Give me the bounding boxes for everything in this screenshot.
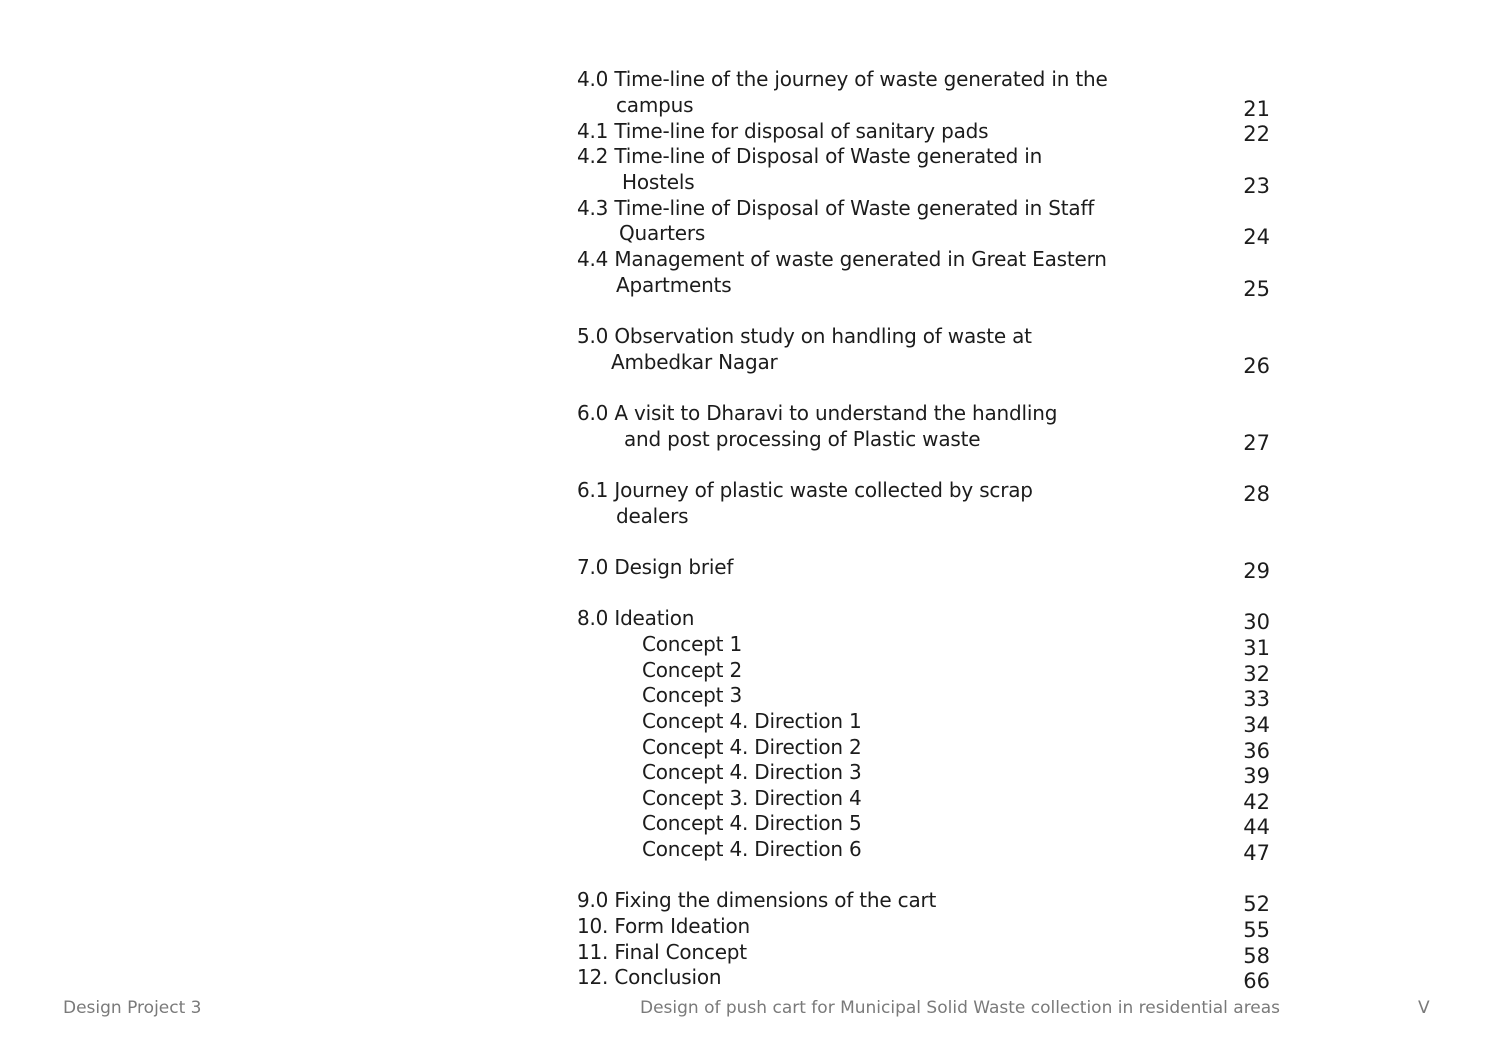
toc-page-number: 58 xyxy=(1243,944,1270,968)
toc-entry-6-0: 6.0 A visit to Dharavi to understand the handling xyxy=(577,401,1058,425)
toc-entry-6-1-cont: dealers xyxy=(616,504,689,528)
toc-entry-5-0: 5.0 Observation study on handling of waste at xyxy=(577,324,1032,348)
toc-page-number: 52 xyxy=(1243,892,1270,916)
toc-page-number: 24 xyxy=(1243,225,1270,249)
toc-page-number: 29 xyxy=(1243,559,1270,583)
toc-page-number: 39 xyxy=(1243,764,1270,788)
toc-page-number: 36 xyxy=(1243,739,1270,763)
toc-page-number: 47 xyxy=(1243,841,1270,865)
toc-page-number: 32 xyxy=(1243,662,1270,686)
toc-entry-8-0: 8.0 Ideation xyxy=(577,606,695,630)
toc-subentry: Concept 3 xyxy=(642,683,742,707)
footer-left: Design Project 3 xyxy=(63,998,202,1018)
toc-page-number: 22 xyxy=(1243,122,1270,146)
toc-entry-5-0-cont: Ambedkar Nagar xyxy=(611,350,778,374)
toc-entry-10: 10. Form Ideation xyxy=(577,914,750,938)
toc-entry-11: 11. Final Concept xyxy=(577,940,747,964)
toc-entry-4-4-cont: Apartments xyxy=(616,273,732,297)
toc-subentry: Concept 4. Direction 1 xyxy=(642,709,862,733)
toc-subentry: Concept 4. Direction 5 xyxy=(642,811,862,835)
toc-entry-4-3-cont: Quarters xyxy=(619,221,706,245)
toc-entry-9-0: 9.0 Fixing the dimensions of the cart xyxy=(577,888,937,912)
toc-page-number: 66 xyxy=(1243,969,1270,993)
toc-page-number: 34 xyxy=(1243,713,1270,737)
toc-page-number: 23 xyxy=(1243,174,1270,198)
toc-subentry: Concept 2 xyxy=(642,658,742,682)
toc-entry-4-2: 4.2 Time-line of Disposal of Waste generated in xyxy=(577,144,1043,168)
toc-entry-4-4: 4.4 Management of waste generated in Great Eastern xyxy=(577,247,1107,271)
toc-page-number: 31 xyxy=(1243,636,1270,660)
toc-subentry: Concept 4. Direction 3 xyxy=(642,760,862,784)
toc-entry-6-0-cont: and post processing of Plastic waste xyxy=(624,427,981,451)
toc-page-number: 25 xyxy=(1243,277,1270,301)
toc-page-number: 44 xyxy=(1243,815,1270,839)
toc-entry-4-2-cont: Hostels xyxy=(622,170,695,194)
toc-entry-4-0: 4.0 Time-line of the journey of waste generated in the xyxy=(577,67,1108,91)
footer-page-number: V xyxy=(1418,998,1430,1018)
toc-page-number: 26 xyxy=(1243,354,1270,378)
toc-subentry: Concept 4. Direction 6 xyxy=(642,837,862,861)
toc-entry-6-1: 6.1 Journey of plastic waste collected by scrap xyxy=(577,478,1033,502)
toc-page-number: 42 xyxy=(1243,790,1270,814)
toc-entry-12: 12. Conclusion xyxy=(577,965,722,989)
toc-subentry: Concept 4. Direction 2 xyxy=(642,735,862,759)
toc-subentry: Concept 1 xyxy=(642,632,742,656)
toc-entry-4-1: 4.1 Time-line for disposal of sanitary pads xyxy=(577,119,989,143)
toc-page-number: 27 xyxy=(1243,431,1270,455)
toc-page-number: 55 xyxy=(1243,918,1270,942)
toc-entry-4-0-cont: campus xyxy=(616,93,694,117)
footer-center: Design of push cart for Municipal Solid Waste collection in residential areas xyxy=(640,998,1281,1018)
toc-entry-4-3: 4.3 Time-line of Disposal of Waste generated in Staff xyxy=(577,196,1095,220)
toc-page-number: 28 xyxy=(1243,482,1270,506)
toc-page-number: 21 xyxy=(1243,97,1270,121)
toc-page-number: 30 xyxy=(1243,610,1270,634)
toc-page-number: 33 xyxy=(1243,687,1270,711)
toc-subentry: Concept 3. Direction 4 xyxy=(642,786,862,810)
toc-entry-7-0: 7.0 Design brief xyxy=(577,555,734,579)
